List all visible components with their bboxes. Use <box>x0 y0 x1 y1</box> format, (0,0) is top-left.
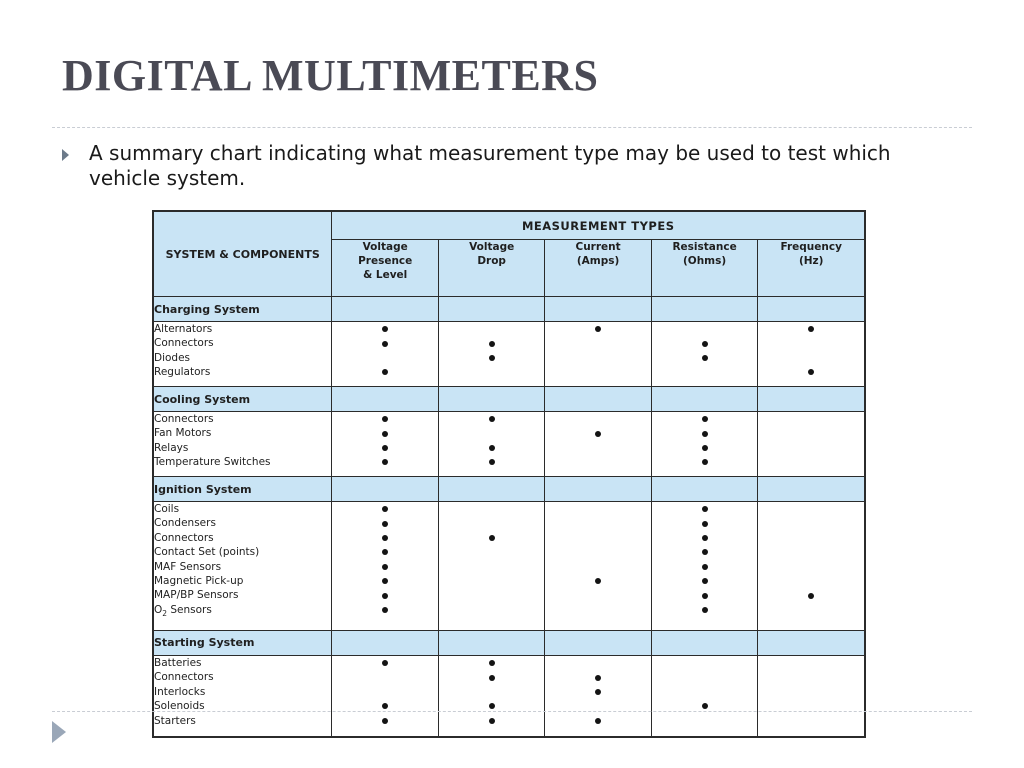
dot-slot <box>332 603 438 617</box>
section-header-row <box>153 477 865 502</box>
section-header-cell <box>438 387 544 412</box>
dot-slot <box>652 365 758 379</box>
component-label: Contact Set (points) <box>154 546 260 559</box>
applicable-dot-icon <box>382 564 388 570</box>
applicable-dot-icon <box>702 564 708 570</box>
dot-slot <box>545 531 650 545</box>
dot-slot <box>332 336 438 350</box>
dot-slot <box>545 365 650 379</box>
measurement-cell <box>758 412 865 477</box>
component-subscript: 2 <box>162 608 168 618</box>
component-label: Diodes <box>154 351 191 364</box>
section-header-cell <box>651 297 758 322</box>
measurement-cell <box>758 322 865 387</box>
section-name: Charging System <box>153 297 332 322</box>
dot-slot <box>545 516 650 530</box>
dot-slot <box>758 322 864 336</box>
applicable-dot-icon <box>595 431 601 437</box>
section-header-cell <box>545 387 651 412</box>
section-name: Ignition System <box>153 477 332 502</box>
measurement-cell <box>438 655 544 737</box>
section-body-row <box>153 655 865 737</box>
applicable-dot-icon <box>595 578 601 584</box>
dot-slot <box>545 351 650 365</box>
component-item <box>154 603 331 617</box>
dot-slot <box>332 351 438 365</box>
component-item <box>154 531 331 545</box>
dot-slot <box>332 545 438 559</box>
dot-slot <box>652 545 758 559</box>
dot-slot <box>332 426 438 440</box>
bullet-arrow-icon <box>62 149 69 161</box>
component-label: O <box>154 603 163 616</box>
column-header-current: Current (Amps) <box>545 240 651 297</box>
dot-slot <box>652 531 758 545</box>
dot-slot <box>439 656 544 670</box>
dot-slot <box>652 603 758 617</box>
column-header-frequency: Frequency (Hz) <box>758 240 865 297</box>
dot-slot <box>545 670 650 684</box>
section-header-row <box>153 297 865 322</box>
measurement-cell <box>438 502 544 631</box>
dot-slot <box>758 365 864 379</box>
component-item <box>154 336 331 350</box>
applicable-dot-icon <box>382 549 388 555</box>
component-label: Magnetic Pick-up <box>154 574 244 587</box>
dot-slot <box>439 574 544 588</box>
applicable-dot-icon <box>489 459 495 465</box>
dot-slot <box>439 336 544 350</box>
component-label: Fan Motors <box>154 427 212 440</box>
dot-slot <box>439 685 544 699</box>
component-item <box>154 426 331 440</box>
dot-slot <box>332 656 438 670</box>
measurement-cell <box>758 502 865 631</box>
dot-slot <box>545 412 650 426</box>
dot-slot <box>545 685 650 699</box>
component-label: Connectors <box>154 531 214 544</box>
component-label: Alternators <box>154 323 213 335</box>
dot-slot <box>332 322 438 336</box>
dot-slot <box>439 426 544 440</box>
bullet-point <box>62 141 942 191</box>
applicable-dot-icon <box>702 431 708 437</box>
applicable-dot-icon <box>808 593 814 599</box>
dot-slot <box>439 516 544 530</box>
applicable-dot-icon <box>382 506 388 512</box>
component-item <box>154 351 331 365</box>
applicable-dot-icon <box>489 660 495 666</box>
dot-slot <box>545 656 650 670</box>
dot-slot <box>439 714 544 728</box>
applicable-dot-icon <box>702 459 708 465</box>
applicable-dot-icon <box>702 521 708 527</box>
applicable-dot-icon <box>702 416 708 422</box>
component-item <box>154 502 331 516</box>
section-header-cell <box>651 387 758 412</box>
section-header-cell <box>651 630 758 655</box>
dot-slot <box>332 516 438 530</box>
dot-slot <box>652 351 758 365</box>
applicable-dot-icon <box>489 675 495 681</box>
dot-slot <box>652 656 758 670</box>
dot-slot <box>758 351 864 365</box>
applicable-dot-icon <box>382 416 388 422</box>
dot-slot <box>652 560 758 574</box>
section-header-cell <box>545 477 651 502</box>
component-item <box>154 545 331 559</box>
applicable-dot-icon <box>595 326 601 332</box>
component-label: Connectors <box>154 671 214 684</box>
section-header-cell <box>758 387 865 412</box>
dot-slot <box>758 670 864 684</box>
measurement-cell <box>545 655 651 737</box>
dot-slot <box>652 455 758 469</box>
section-header-cell <box>438 630 544 655</box>
component-label: Connectors <box>154 337 214 350</box>
dot-slot <box>545 441 650 455</box>
applicable-dot-icon <box>382 459 388 465</box>
dot-slot <box>545 502 650 516</box>
component-item <box>154 516 331 530</box>
dot-slot <box>758 588 864 602</box>
dot-slot <box>332 714 438 728</box>
dot-slot <box>439 588 544 602</box>
applicable-dot-icon <box>382 341 388 347</box>
dot-slot <box>545 545 650 559</box>
dot-slot <box>652 588 758 602</box>
component-item <box>154 322 331 336</box>
applicable-dot-icon <box>382 578 388 584</box>
dot-slot <box>332 531 438 545</box>
dot-slot <box>652 441 758 455</box>
section-body-row <box>153 322 865 387</box>
applicable-dot-icon <box>382 326 388 332</box>
dot-slot <box>545 426 650 440</box>
dot-slot <box>439 322 544 336</box>
applicable-dot-icon <box>382 445 388 451</box>
dot-slot <box>545 455 650 469</box>
dot-slot <box>439 455 544 469</box>
dot-slot <box>758 455 864 469</box>
bullet-text: A summary chart indicating what measurement type may be used to test which vehicle system. <box>89 141 891 190</box>
applicable-dot-icon <box>489 718 495 724</box>
column-header-voltage-drop: Voltage Drop <box>438 240 544 297</box>
dot-slot <box>758 426 864 440</box>
dot-slot <box>332 455 438 469</box>
dot-slot <box>652 412 758 426</box>
dot-slot <box>652 516 758 530</box>
section-header-cell <box>332 477 439 502</box>
applicable-dot-icon <box>808 369 814 375</box>
section-header-cell <box>438 297 544 322</box>
section-header-cell <box>651 477 758 502</box>
applicable-dot-icon <box>702 578 708 584</box>
measurement-cell <box>651 322 758 387</box>
applicable-dot-icon <box>382 521 388 527</box>
component-list <box>153 502 332 631</box>
measurement-cell <box>758 655 865 737</box>
section-header-row <box>153 387 865 412</box>
component-item <box>154 714 331 728</box>
section-header-cell <box>758 630 865 655</box>
applicable-dot-icon <box>702 593 708 599</box>
section-header-cell <box>545 297 651 322</box>
component-label: Batteries <box>154 656 202 669</box>
section-header-cell <box>332 387 439 412</box>
component-label: Condensers <box>154 517 216 530</box>
dot-slot <box>758 714 864 728</box>
component-label: Interlocks <box>154 685 206 698</box>
component-list <box>153 412 332 477</box>
applicable-dot-icon <box>489 703 495 709</box>
measurement-cell <box>651 655 758 737</box>
title-divider <box>52 127 972 128</box>
dot-slot <box>652 426 758 440</box>
measurement-summary-table <box>152 210 866 738</box>
section-name: Cooling System <box>153 387 332 412</box>
measurement-cell <box>545 412 651 477</box>
measurement-cell <box>438 322 544 387</box>
component-item <box>154 365 331 379</box>
measurement-cell <box>545 502 651 631</box>
footer-divider <box>52 711 972 712</box>
component-label: Starters <box>154 714 196 727</box>
applicable-dot-icon <box>595 675 601 681</box>
measurement-cell <box>545 322 651 387</box>
applicable-dot-icon <box>702 445 708 451</box>
dot-slot <box>439 545 544 559</box>
dot-slot <box>758 685 864 699</box>
column-header-voltage-presence: Voltage Presence & Level <box>332 240 439 297</box>
dot-slot <box>332 574 438 588</box>
dot-slot <box>439 502 544 516</box>
section-header-cell <box>545 630 651 655</box>
dot-slot <box>439 531 544 545</box>
system-components-header: SYSTEM & COMPONENTS <box>153 211 332 297</box>
dot-slot <box>652 670 758 684</box>
component-item <box>154 455 331 469</box>
dot-slot <box>545 574 650 588</box>
dot-slot <box>545 714 650 728</box>
applicable-dot-icon <box>702 607 708 613</box>
component-label: MAP/BP Sensors <box>154 589 239 602</box>
measurement-cell <box>438 412 544 477</box>
dot-slot <box>758 656 864 670</box>
dot-slot <box>332 588 438 602</box>
measurement-cell <box>651 502 758 631</box>
applicable-dot-icon <box>808 326 814 332</box>
dot-slot <box>545 322 650 336</box>
component-label: Coils <box>154 503 180 516</box>
dot-slot <box>758 545 864 559</box>
dot-slot <box>332 560 438 574</box>
component-label: Relays <box>154 441 189 454</box>
component-label: Temperature Switches <box>154 456 271 469</box>
dot-slot <box>545 603 650 617</box>
dot-slot <box>439 670 544 684</box>
dot-slot <box>758 502 864 516</box>
component-item <box>154 588 331 602</box>
dot-slot <box>758 603 864 617</box>
section-header-row <box>153 630 865 655</box>
dot-slot <box>439 441 544 455</box>
component-item <box>154 685 331 699</box>
dot-slot <box>758 560 864 574</box>
next-slide-arrow-icon[interactable] <box>52 721 66 743</box>
component-item <box>154 441 331 455</box>
section-header-cell <box>332 297 439 322</box>
measurement-types-header: MEASUREMENT TYPES <box>332 211 865 240</box>
dot-slot <box>332 685 438 699</box>
applicable-dot-icon <box>595 718 601 724</box>
dot-slot <box>758 412 864 426</box>
dot-slot <box>652 574 758 588</box>
dot-slot <box>758 441 864 455</box>
section-header-cell <box>438 477 544 502</box>
dot-slot <box>332 502 438 516</box>
measurement-cell <box>332 502 439 631</box>
component-list <box>153 322 332 387</box>
applicable-dot-icon <box>382 431 388 437</box>
section-name: Starting System <box>153 630 332 655</box>
dot-slot <box>439 560 544 574</box>
section-body-row <box>153 502 865 631</box>
section-body-row <box>153 412 865 477</box>
applicable-dot-icon <box>702 535 708 541</box>
component-label-rest: Sensors <box>167 603 212 616</box>
slide-title: DIGITAL MULTIMETERS <box>62 51 599 100</box>
component-item <box>154 670 331 684</box>
section-header-cell <box>332 630 439 655</box>
dot-slot <box>439 365 544 379</box>
component-list <box>153 655 332 737</box>
applicable-dot-icon <box>382 607 388 613</box>
component-item <box>154 656 331 670</box>
table-body <box>153 297 865 738</box>
component-label: MAF Sensors <box>154 560 222 573</box>
dot-slot <box>332 365 438 379</box>
dot-slot <box>758 516 864 530</box>
component-label: Solenoids <box>154 700 205 713</box>
dot-slot <box>758 531 864 545</box>
dot-slot <box>652 336 758 350</box>
applicable-dot-icon <box>595 689 601 695</box>
dot-slot <box>652 322 758 336</box>
component-item <box>154 574 331 588</box>
section-header-cell <box>758 297 865 322</box>
component-item <box>154 412 331 426</box>
applicable-dot-icon <box>702 506 708 512</box>
applicable-dot-icon <box>489 355 495 361</box>
applicable-dot-icon <box>382 660 388 666</box>
applicable-dot-icon <box>382 703 388 709</box>
component-label: Regulators <box>154 366 211 379</box>
component-label: Connectors <box>154 413 214 426</box>
applicable-dot-icon <box>382 718 388 724</box>
dot-slot <box>652 714 758 728</box>
applicable-dot-icon <box>382 535 388 541</box>
component-item <box>154 560 331 574</box>
dot-slot <box>652 685 758 699</box>
measurement-cell <box>332 322 439 387</box>
applicable-dot-icon <box>489 416 495 422</box>
dot-slot <box>439 603 544 617</box>
applicable-dot-icon <box>702 341 708 347</box>
dot-slot <box>439 351 544 365</box>
dot-slot <box>332 670 438 684</box>
applicable-dot-icon <box>489 445 495 451</box>
dot-slot <box>545 560 650 574</box>
dot-slot <box>545 588 650 602</box>
applicable-dot-icon <box>382 369 388 375</box>
section-header-cell <box>758 477 865 502</box>
dot-slot <box>758 336 864 350</box>
applicable-dot-icon <box>702 549 708 555</box>
measurement-cell <box>332 412 439 477</box>
dot-slot <box>439 412 544 426</box>
measurement-cell <box>651 412 758 477</box>
dot-slot <box>545 336 650 350</box>
dot-slot <box>652 502 758 516</box>
applicable-dot-icon <box>702 703 708 709</box>
dot-slot <box>758 574 864 588</box>
applicable-dot-icon <box>382 593 388 599</box>
applicable-dot-icon <box>489 341 495 347</box>
measurement-cell <box>332 655 439 737</box>
applicable-dot-icon <box>489 535 495 541</box>
applicable-dot-icon <box>702 355 708 361</box>
dot-slot <box>332 412 438 426</box>
column-header-resistance: Resistance (Ohms) <box>651 240 758 297</box>
dot-slot <box>332 441 438 455</box>
